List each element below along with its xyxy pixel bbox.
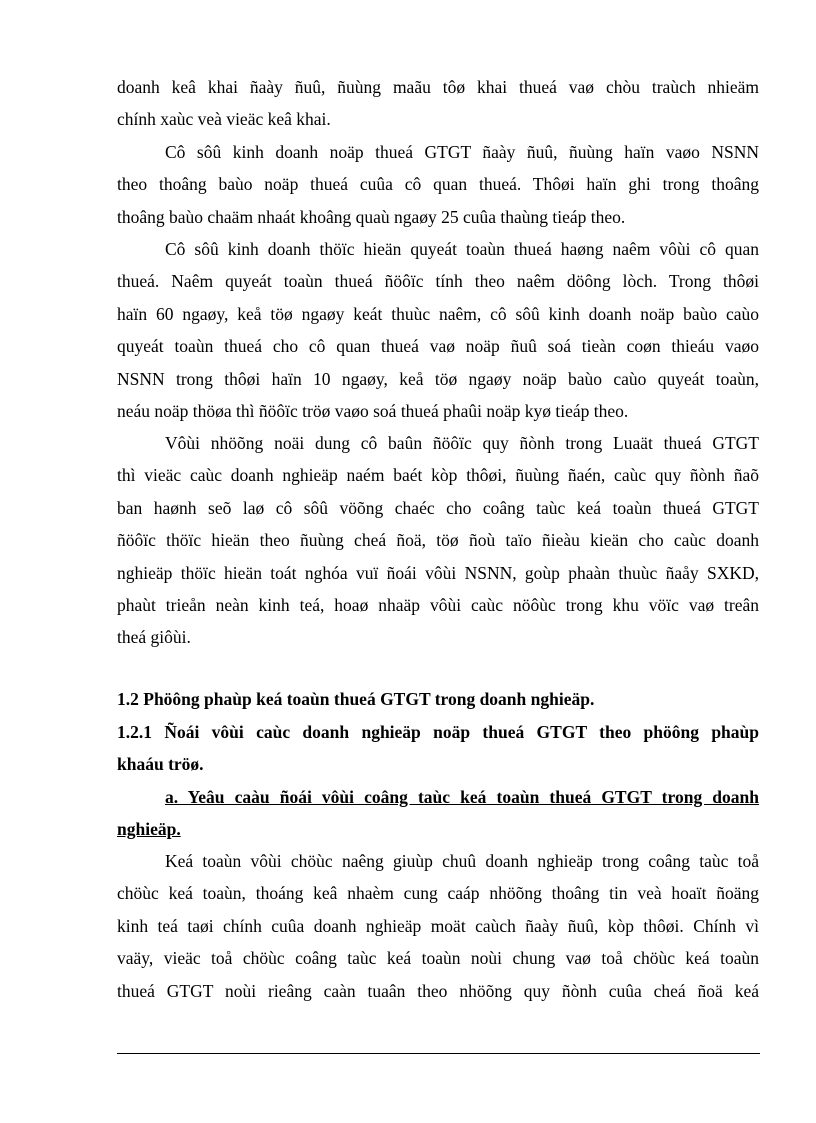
text-line: chöùc keá toaùn, thoáng keâ nhaèm cung caáp nhöõng thoâng tin veà hoaït ñoäng [117,883,759,904]
text-line: thueá. Naêm quyeát toaùn thueá ñöôïc tính theo naêm döông lòch. Trong thôøi [117,271,759,292]
text-line: thueá GTGT noùi rieâng caàn tuaân theo nhöõng quy ñònh cuûa cheá ñoä keá [117,980,759,1001]
text-line: quyeát toaùn thueá cho cô quan thueá vaø noäp ñuû soá tieàn coøn thieáu vaøo [117,336,759,357]
text-line: Keá toaùn vôùi chöùc naêng giuùp chuû doanh nghieäp trong coâng taùc toå [165,851,759,871]
text-line: theá giôùi. [117,627,191,648]
paragraph-declaration [117,71,759,136]
text-line: haïn 60 ngaøy, keå töø ngaøy keát thuùc naêm, cô sôû kinh doanh noäp baùo caùo [117,303,759,324]
text-line: nghieäp thöïc hieän toát nghóa vuï ñoái vôùi NSNN, goùp phaàn thuùc ñaåy SXKD, [117,562,759,583]
text-line: vaäy, vieäc toå chöùc coâng taùc keá toaùn noùi chung vaø toå chöùc keá toaùn [117,948,759,969]
text-line: thì vieäc caùc doanh nghieäp naém baét kòp thôøi, ñuùng ñaén, caùc quy ñònh ñaõ [117,465,759,486]
text-line: phaùt trieån neàn kinh teá, hoaø nhaäp vôùi caùc nöôùc trong khu vöïc vaø treân [117,594,759,615]
heading-text: 1.2 Phöông phaùp keá toaùn thueá GTGT trong doanh nghieäp. [117,689,595,709]
text-line: NSNN trong thôøi haïn 10 ngaøy, keå töø ngaøy noäp baùo caùo quyeát toaùn, [117,368,759,389]
footer-rule [117,1053,760,1054]
paragraph-tax-payment [117,136,759,233]
text-line: doanh keâ khai ñaày ñuû, ñuùng maãu tôø khai thueá vaø chòu traùch nhieäm [117,77,759,97]
heading-text: a. Yeâu caàu ñoái vôùi coâng taùc keá toaùn thueá GTGT trong doanh [165,787,759,807]
text-line: ñöôïc thöïc hieän theo ñuùng cheá ñoä, töø ñoù taïo ñieàu kieän cho caùc doanh [117,530,759,551]
text-line: chính xaùc veà vieäc keâ khai. [117,109,331,130]
paragraph-accounting-role [117,845,759,1007]
heading-text: nghieäp. [117,819,181,840]
section-heading-1-2 [117,683,759,715]
text-line: ban haønh seõ laø cô sôû vöõng chaéc cho coâng taùc keá toaùn thueá GTGT [117,497,759,518]
heading-text: khaáu tröø. [117,754,204,775]
subsection-heading-a [117,781,759,846]
section-heading-1-2-1 [117,716,759,781]
heading-text: 1.2.1 Ñoái vôùi caùc doanh nghieäp noäp thueá GTGT theo phöông phaùp [117,722,759,742]
paragraph-annual-settlement [117,233,759,427]
text-line: thoâng baùo chaäm nhaát khoâng quaù ngaøy 25 cuûa thaùng tieáp theo. [117,206,626,227]
text-line: Cô sôû kinh doanh thöïc hieän quyeát toaùn thueá haøng naêm vôùi cô quan [165,239,759,259]
text-line: Vôùi nhöõng noäi dung cô baûn ñöôïc quy ñònh trong Luaät thueá GTGT [165,433,759,453]
text-line: Cô sôû kinh doanh noäp thueá GTGT ñaày ñuû, ñuùng haïn vaøo NSNN [165,142,759,162]
text-line: neáu noäp thöøa thì ñöôïc tröø vaøo soá thueá phaûi noäp kyø tieáp theo. [117,400,629,421]
text-line: kinh teá taøi chính cuûa doanh nghieäp moät caùch ñaày ñuû, kòp thôøi. Chính vì [117,915,759,936]
paragraph-regulations [117,427,759,654]
text-line: theo thoâng baùo noäp thueá cuûa cô quan thueá. Thôøi haïn ghi trong thoâng [117,174,759,195]
